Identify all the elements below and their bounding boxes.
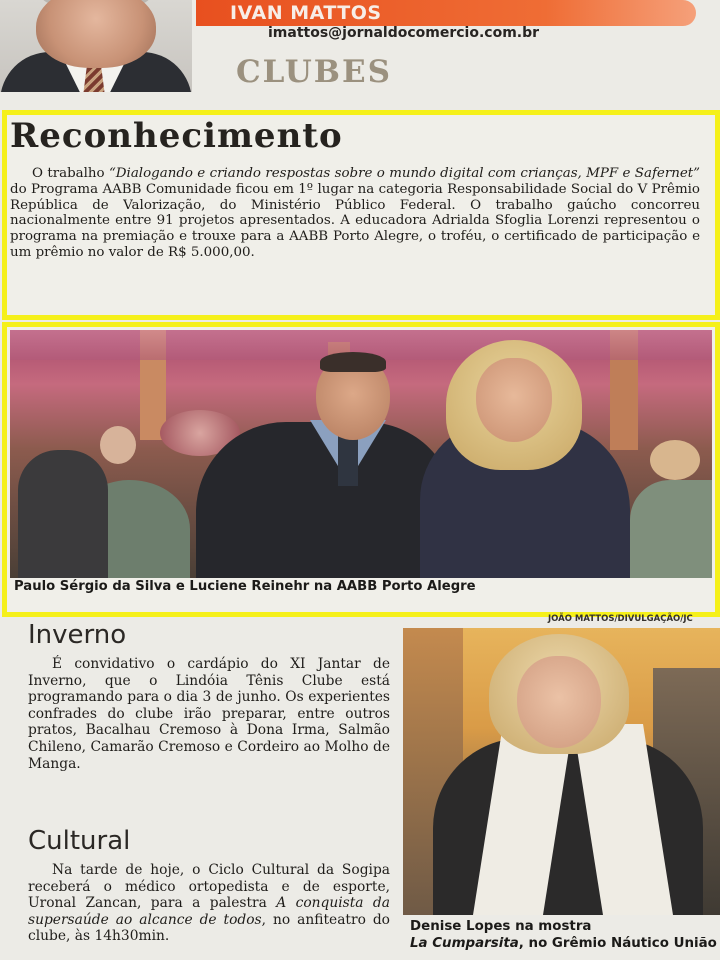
article-body-reconhecimento <box>10 166 700 261</box>
section-title: CLUBES <box>236 54 393 90</box>
body-rest: do Programa AABB Comunidade ficou em 1º lugar na categoria Responsabilidade Social do V Prêmio República de Valorização, do Ministério Público Federal. O trabalho gaúcho concorreu nacionalmente entre 91 projetos apresentados. A educadora Adrialda Sfoglia Lorenzi representou o programa na premiação e trouxe para a AABB Porto Alegre, o troféu, o certificado de participação e um prêmio no valor de R$ 5.000,00. <box>10 181 700 260</box>
article-body-cultural <box>28 862 390 945</box>
columnist-email: imattos@jornaldocomercio.com.br <box>268 25 540 41</box>
photo-caption: Paulo Sérgio da Silva e Luciene Reinehr na AABB Porto Alegre <box>14 579 476 594</box>
event-photo <box>10 330 712 578</box>
exhibition-title: La Cumparsita <box>410 936 519 951</box>
columnist-photo <box>0 0 192 92</box>
lecture-title: A conquista da supersaúde ao alcance de todos <box>28 895 390 928</box>
portrait-caption-line1: Denise Lopes na mostra <box>410 919 592 934</box>
article-body-inverno <box>28 656 390 772</box>
cultural-intro: Na tarde de hoje, o Ciclo Cultural da Sogipa receberá o médico ortopedista e de esporte, Uronal Zancan, para a palestra <box>28 862 390 912</box>
portrait-caption <box>410 918 720 952</box>
project-title: “Dialogando e criando respostas sobre o mundo digital com crianças, MPF e Safernet” <box>108 166 700 181</box>
body-intro: O trabalho <box>32 166 109 181</box>
portrait-photo <box>403 628 720 915</box>
article-title-cultural: Cultural <box>28 826 131 856</box>
inverno-text: É convidativo o cardápio do XI Jantar de Inverno, que o Lindóia Tênis Clube está programando para o dia 3 de junho. Os experientes confrades do clube irão preparar, entre outros pratos, Bacalhau Cremoso à Dona Irma, Salmão Chileno, Camarão Cremoso e Cordeiro ao Molho de Manga. <box>28 656 390 772</box>
portrait-caption-rest: , no Grêmio Náutico União <box>518 936 717 951</box>
article-title-reconhecimento: Reconhecimento <box>10 116 343 156</box>
photo-credit: JOÃO MATTOS/DIVULGAÇÃO/JC <box>548 614 693 624</box>
cultural-rest: , no anfiteatro do clube, às 14h30min. <box>28 911 390 945</box>
article-title-inverno: Inverno <box>28 620 127 650</box>
columnist-name: IVAN MATTOS <box>230 2 382 24</box>
